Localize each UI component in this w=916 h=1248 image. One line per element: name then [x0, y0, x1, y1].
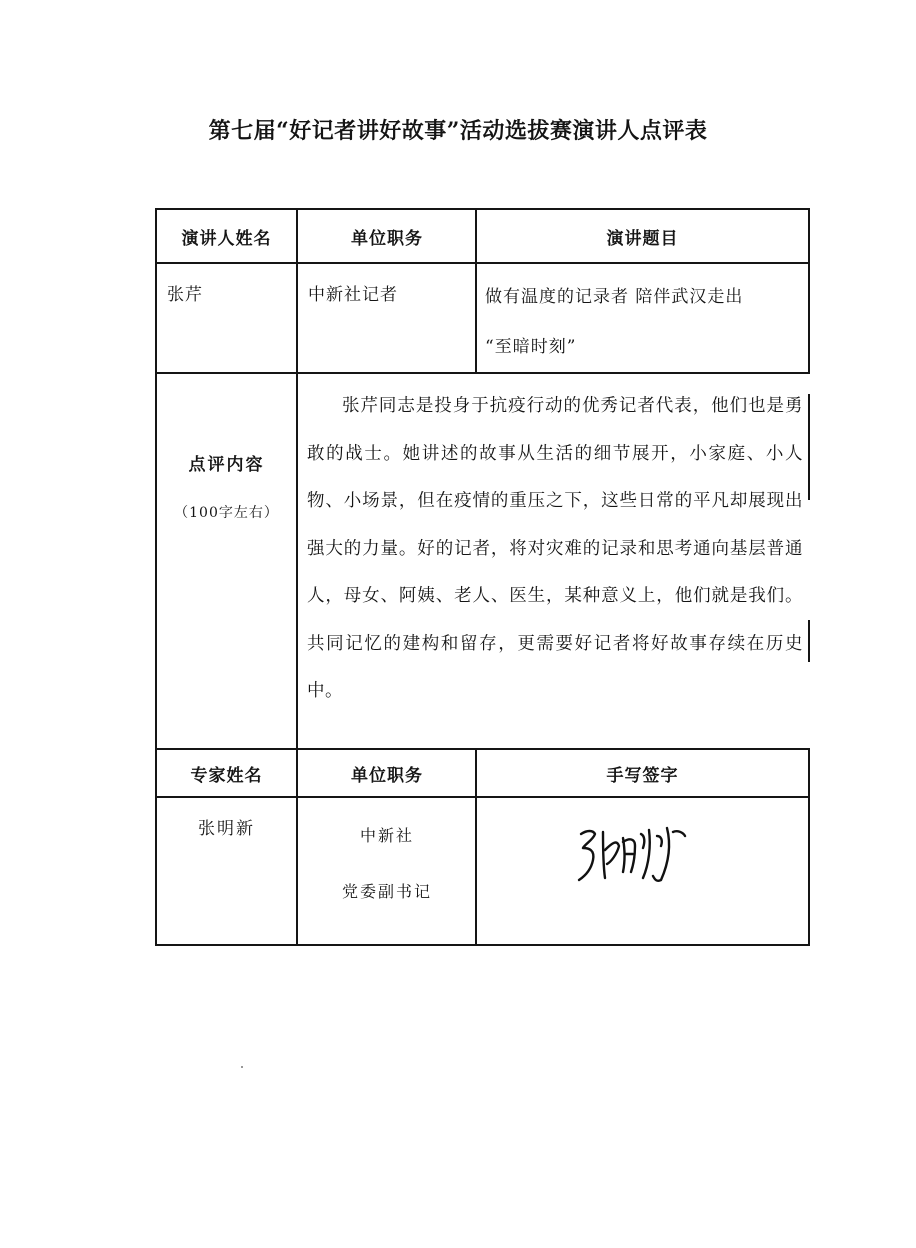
speech-topic-line-1: 做有温度的记录者 陪伴武汉走出: [485, 287, 744, 307]
comment-length-note: （100字左右）: [174, 505, 279, 521]
header-speaker-unit: 单位职务: [351, 228, 423, 249]
header-speaker-name: 演讲人姓名: [181, 228, 272, 249]
expert-unit: [298, 808, 476, 920]
review-form-table: [155, 208, 810, 946]
speech-topic: [485, 272, 805, 372]
speaker-name: 张芹: [167, 285, 203, 305]
speech-topic-line-2: “至暗时刻”: [485, 337, 577, 357]
header-speech-topic: 演讲题目: [606, 228, 679, 249]
page-title: 第七届“好记者讲好故事”活动选拔赛演讲人点评表: [208, 118, 708, 144]
comment-label: 点评内容: [188, 455, 265, 475]
header-signature: 手写签字: [606, 765, 679, 786]
header-expert-unit: 单位职务: [351, 765, 423, 786]
comment-text: 张芹同志是投身于抗疫行动的优秀记者代表，他们也是勇敢的战士。她讲述的故事从生活的细节展开，小家庭、小人物、小场景，但在疫情的重压之下，这些日常的平凡却展现出强大的力量。好的记者，将对灾难的记录和思考通向基层普通人，母女、阿姨、老人、医生，某种意义上，他们就是我们。共同记忆的建构和留存，更需要好记者将好故事存续在历史中。: [307, 396, 803, 701]
handwritten-signature: [573, 820, 693, 890]
speaker-unit: 中新社记者: [308, 285, 398, 305]
scan-speck: [241, 1066, 243, 1068]
expert-name: 张明新: [198, 819, 255, 839]
expert-unit-line-1: 中新社: [359, 826, 414, 845]
expert-unit-line-2: 党委副书记: [341, 882, 432, 901]
header-expert-name: 专家姓名: [190, 765, 263, 786]
